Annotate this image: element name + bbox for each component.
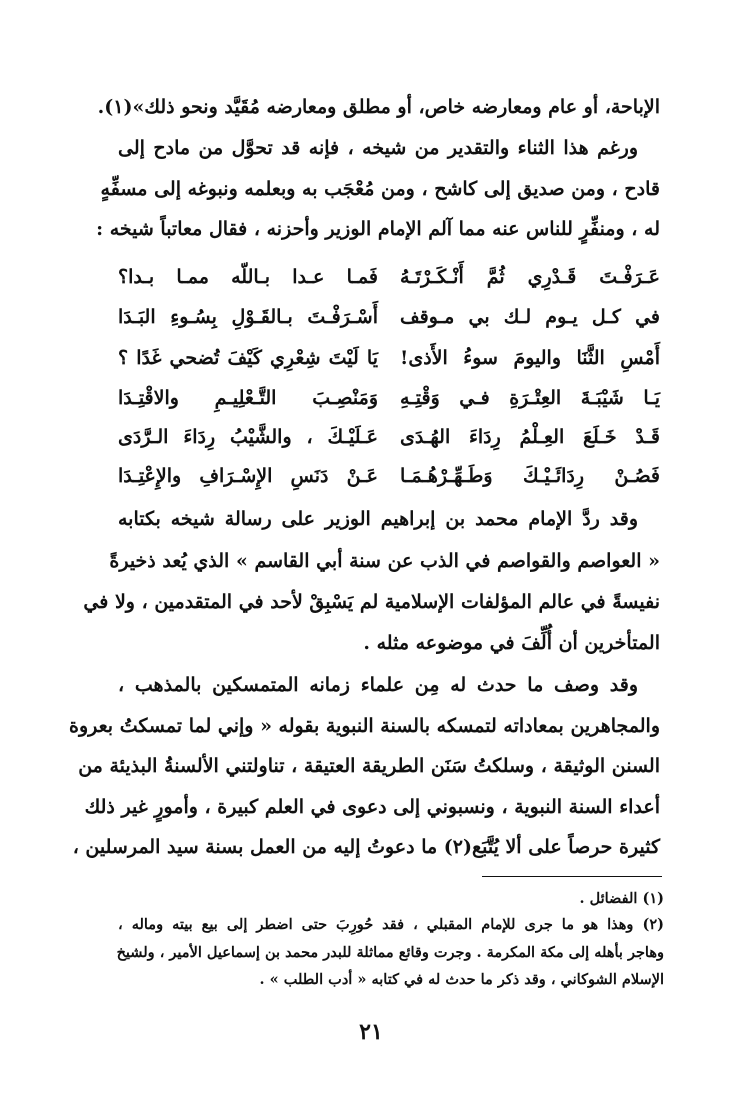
poem-verse <box>118 460 660 492</box>
footnote-1: (١) الفضائل . <box>579 890 664 907</box>
verse-second-hemistich: عَـنْ دَنَسِ الإِسْـرَافِ والإِعْتِـدَا <box>118 465 378 487</box>
footnote-2-line: وهاجر بأهله إلى مكة المكرمة . وجرت وقائع مماثلة للبدر محمد بن إسماعيل الأمير ، ولشيخ <box>116 944 664 961</box>
verse-first-hemistich: يَـا شَيْبَـةَ العِتْـرَةِ فـي وَقْتِـهِ <box>400 387 660 409</box>
verse-second-hemistich: أَسْـرَفْـتَ بـالقَـوْلِ بِسُـوءِ البَـدَا <box>118 306 378 328</box>
text-line: ورغم هذا الثناء والتقدير من شيخه ، فإنه قد تحوَّل من مادح إلى <box>118 137 638 159</box>
poem-verse <box>118 261 660 293</box>
text-line: « العواصم والقواصم في الذب عن سنة أبي القاسم » الذي يُعد ذخيرةً <box>109 550 660 572</box>
poem-verse <box>118 301 660 333</box>
text-line: والمجاهرين بمعاداته لتمسكه بالسنة النبوية بقوله « وإني لما تمسكتُ بعروة <box>69 715 660 737</box>
poem-verse <box>118 382 660 414</box>
verse-second-hemistich: فَمـا عـدا بـاللّه ممـا بـدا؟ <box>118 266 378 288</box>
footnote-2-line: (٢) وهذا هو ما جرى للإمام المقبلي ، فقد حُورِبَ حتى اضطر إلى بيع بيته وماله ، <box>118 916 664 933</box>
footnote-separator <box>482 876 662 877</box>
text-line: أعداء السنة النبوية ، ونسبوني إلى دعوى في العلم كبيرة ، وأمورٍ غير ذلك <box>84 796 660 818</box>
text-line: الإباحة، أو عام ومعارضه خاص، أو مطلق ومعارضه مُقَيَّد ونحو ذلك»(١). <box>97 96 660 118</box>
page-number: ٢١ <box>359 1019 383 1045</box>
verse-second-hemistich: عَـلَيْـكَ ، والشَّيْبُ رِدَاءَ الـرَّدَى <box>118 426 378 448</box>
verse-second-hemistich: وَمَنْصِـبَ التَّـعْلِيـمِ والاقْتِـدَا <box>118 387 378 409</box>
text-line: السنن الوثيقة ، وسلكتُ سَنَن الطريقة العتيقة ، تناولتني الألسنةُ البذيئة من <box>78 755 660 777</box>
text-line: وقد وصف ما حدث له مِن علماء زمانه المتمسكين بالمذهب ، <box>118 674 638 696</box>
verse-first-hemistich: عَـرَفْـتَ قَـدْرِي ثُمَّ أَنْـكَـرْتَـهُ <box>400 266 660 288</box>
text-line: له ، ومنفِّرٍ للناس عنه مما آلم الإمام الوزير وأحزنه ، فقال معاتباً شيخه : <box>96 218 660 240</box>
text-line: وقد ردَّ الإمام محمد بن إبراهيم الوزير على رسالة شيخه بكتابه <box>118 508 638 530</box>
text-line: قادح ، ومن صديق إلى كاشح ، ومن مُعْجَب به وبعلمه ونبوغه إلى مسفِّهٍ <box>100 178 660 200</box>
verse-first-hemistich: قَـدْ خَـلَعَ العِـلْمُ رِدَاءَ الهُـدَى <box>400 426 660 448</box>
text-line: نفيسةً في عالم المؤلفات الإسلامية لم يَسْبِقْ لأحد في المتقدمين ، ولا في <box>83 591 660 613</box>
poem-verse <box>118 342 660 374</box>
verse-first-hemistich: في كـل يـوم لـك بي مـوقف <box>400 306 660 328</box>
footnote-2-line: الإسلام الشوكاني ، وقد ذكر ما حدث له في كتابه « أدب الطلب » . <box>259 971 664 988</box>
text-line: المتأخرين أن أُلِّفَ في موضوعه مثله . <box>363 632 660 654</box>
poem-verse <box>118 421 660 453</box>
verse-first-hemistich: أَمْسِ الثَّنَا واليومَ سوءُ الأَذى! <box>400 347 660 369</box>
verse-first-hemistich: فَصُـنْ رِدَائَـيْـكَ وَطَـهِّـرْهُـمَـا <box>400 465 660 487</box>
verse-second-hemistich: يَا لَيْتَ شِعْرِي كَيْفَ تُضحي غَدًا ؟ <box>118 347 378 369</box>
text-line: كثيرة حرصاً على ألا يُتَّبَع(٢) ما دعوتُ إليه من العمل بسنة سيد المرسلين ، <box>72 836 660 858</box>
